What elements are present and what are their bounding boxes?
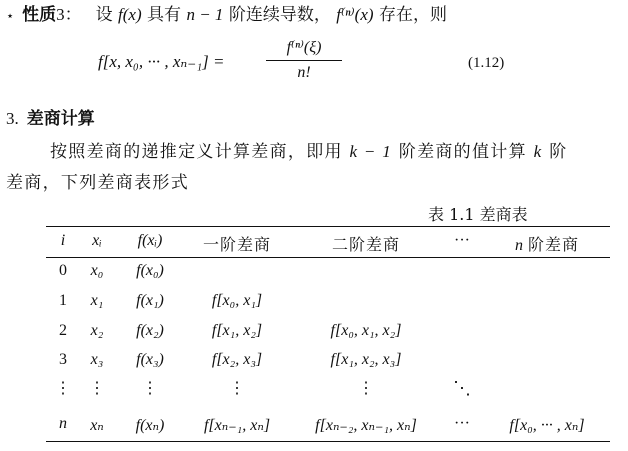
table-cell: x₂	[90, 322, 104, 339]
header-xi: xᵢ	[92, 232, 102, 249]
header-first-order: 一阶差商	[202, 235, 272, 254]
table-cell: 2	[59, 322, 67, 339]
property-label: 性质	[22, 5, 57, 25]
paragraph-k: k	[533, 142, 543, 161]
paragraph-text-a: 按照差商的递推定义计算差商，即用	[50, 142, 343, 162]
property-order: n − 1	[186, 5, 224, 24]
table-cell: f[x₀, ··· , xₙ]	[509, 417, 585, 434]
formula-denominator: n!	[297, 64, 311, 81]
table-cell: f(x₀)	[136, 262, 164, 279]
property-colon: ：	[64, 5, 82, 25]
table-bottom-rule	[46, 441, 610, 442]
table-cell: f(x₂)	[136, 322, 164, 339]
table-cell: f[x₁, x₂]	[211, 322, 263, 339]
header-dots: ···	[454, 232, 470, 249]
header-i: i	[60, 232, 66, 249]
table-header-rule	[46, 257, 610, 258]
table-cell: f[x₀, x₁]	[211, 292, 263, 309]
vdots: ⋮	[55, 380, 71, 397]
header-nth-label: 阶差商	[528, 235, 580, 254]
table-caption: 表 1.1 差商表	[428, 205, 528, 224]
table-cell: f[x₂, x₃]	[211, 351, 263, 368]
property-text-b: 具有	[147, 5, 182, 25]
ddots: ⋱	[453, 378, 471, 398]
vdots: ⋮	[89, 380, 105, 397]
property-fn: f⁽ⁿ⁾(x)	[336, 5, 374, 24]
property-fx: f(x)	[118, 5, 142, 24]
table-cell: f(xₙ)	[135, 417, 165, 434]
table-cell: x₃	[90, 351, 104, 368]
table-cell: ···	[454, 415, 470, 432]
property-text-a: 设	[95, 5, 113, 25]
table-cell: f[x₁, x₂, x₃]	[330, 351, 402, 368]
fraction-bar	[266, 60, 342, 61]
formula-lhs: f[x, x₀, ··· , xₙ₋₁] =	[98, 52, 225, 71]
formula-numerator: f⁽ⁿ⁾(ξ)	[286, 39, 322, 56]
formula-fraction	[266, 38, 342, 83]
property-statement	[6, 4, 447, 28]
section-number: 3.	[6, 109, 19, 128]
header-fxi: f(xᵢ)	[137, 232, 163, 249]
table-cell: xₙ	[90, 417, 104, 434]
table-cell: f[xₙ₋₂, xₙ₋₁, xₙ]	[315, 417, 417, 434]
property-text-d: 存在，则	[378, 5, 447, 25]
table-cell: 0	[59, 262, 67, 279]
star-icon: ⋆	[6, 9, 15, 24]
table-cell: 1	[59, 292, 67, 309]
header-nth-n: n	[514, 237, 523, 254]
section-title: 差商计算	[26, 109, 95, 129]
section-heading	[6, 104, 95, 129]
table-cell: f[x₀, x₁, x₂]	[330, 322, 402, 339]
property-number: 3	[56, 5, 65, 24]
table-cell: x₀	[90, 262, 104, 279]
equation-number: (1.12)	[468, 55, 505, 71]
table-cell: x₁	[90, 292, 104, 309]
paragraph-text-b: 阶差商的值计算	[398, 142, 527, 162]
table-cell: f(x₁)	[136, 292, 164, 309]
paragraph-k-minus-1: k − 1	[349, 142, 393, 161]
paragraph-text-c: 阶	[549, 142, 568, 162]
vdots: ⋮	[142, 380, 158, 397]
header-second-order: 二阶差商	[331, 235, 401, 254]
paragraph-line-1	[50, 137, 568, 162]
table-top-rule	[46, 226, 610, 227]
table-cell: f[xₙ₋₁, xₙ]	[203, 417, 271, 434]
table-cell: f(x₃)	[136, 351, 164, 368]
table-cell: n	[59, 415, 67, 432]
property-text-c: 阶连续导数，	[228, 5, 331, 25]
vdots: ⋮	[358, 380, 374, 397]
vdots: ⋮	[229, 380, 245, 397]
header-nth-order	[515, 232, 579, 255]
table-cell: 3	[59, 351, 67, 368]
paragraph-line-2: 差商，下列差商表形式	[6, 173, 189, 193]
